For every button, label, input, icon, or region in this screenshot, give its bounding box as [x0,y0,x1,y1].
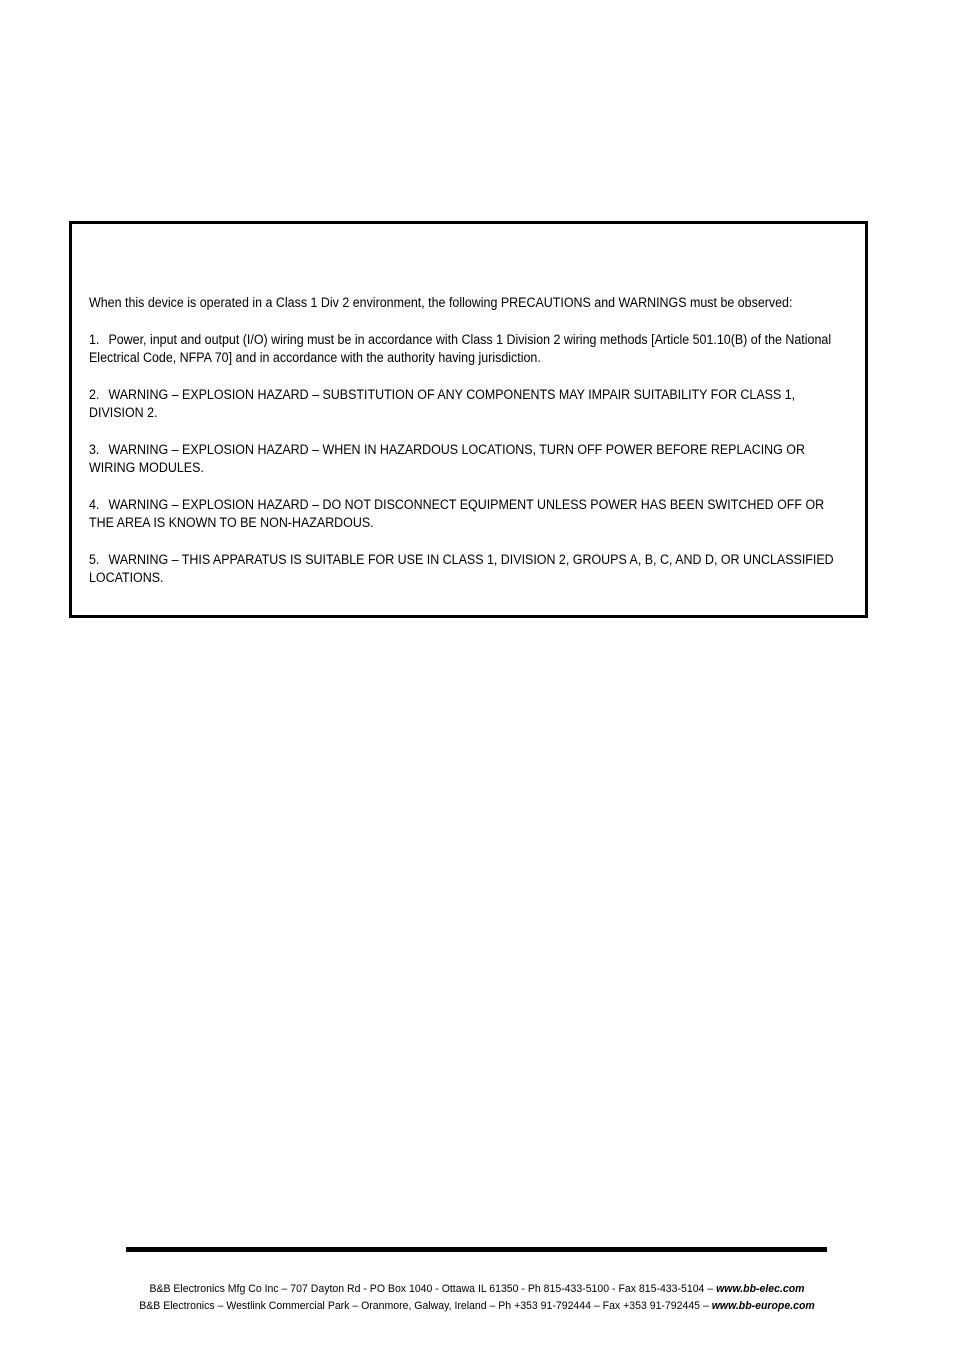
footer-europe-website-link[interactable]: www.bb-europe.com [711,1300,815,1312]
warning-item-1 [89,331,849,368]
footer-us-website-link[interactable]: www.bb-elec.com [716,1283,805,1295]
warning-item-text: WARNING – EXPLOSION HAZARD – DO NOT DISCONNECT EQUIPMENT UNLESS POWER HAS BEEN SWITCHED OFF OR THE AREA IS KNOWN TO BE NON-HAZARDOUS. [89,496,825,531]
footer-us-address: B&B Electronics Mfg Co Inc – 707 Dayton Rd - PO Box 1040 - Ottawa IL 61350 - Ph 815-433-5100 - Fax 815-433-5104 – [149,1283,717,1295]
warning-intro: When this device is operated in a Class 1 Div 2 environment, the following PRECAUTIONS and WARNINGS must be observed: [89,295,793,310]
warning-item-4 [89,496,849,533]
warning-item-number: 1. [89,331,100,347]
warning-item-number: 2. [89,386,100,402]
footer [0,1281,954,1315]
warning-item-3 [89,441,849,478]
warning-item-number: 3. [89,441,100,457]
warning-item-text: WARNING – EXPLOSION HAZARD – WHEN IN HAZARDOUS LOCATIONS, TURN OFF POWER BEFORE REPLACING OR WIRING MODULES. [89,441,805,476]
footer-line-europe [29,1298,926,1315]
warning-item-text: Power, input and output (I/O) wiring must be in accordance with Class 1 Division 2 wiring methods [Article 501.10(B) of the National Electrical Code, NFPA 70] and in accordance with the authority having jurisdiction. [89,331,832,366]
warning-box-content [89,294,849,588]
footer-europe-address: B&B Electronics – Westlink Commercial Park – Oranmore, Galway, Ireland – Ph +353 91-792444 – Fax +353 91-792445 – [139,1300,712,1312]
warning-item-5 [89,551,849,588]
warning-item-number: 5. [89,551,100,567]
warning-item-number: 4. [89,496,100,512]
footer-line-us [29,1281,926,1298]
warning-item-2 [89,386,849,423]
warning-item-text: WARNING – EXPLOSION HAZARD – SUBSTITUTION OF ANY COMPONENTS MAY IMPAIR SUITABILITY FOR CLASS 1, DIVISION 2. [89,386,796,421]
warning-item-text: WARNING – THIS APPARATUS IS SUITABLE FOR USE IN CLASS 1, DIVISION 2, GROUPS A, B, C, AND D, OR UNCLASSIFIED LOCATIONS. [89,551,834,586]
class1-div2-warning-box [69,221,868,618]
footer-divider [126,1247,827,1252]
